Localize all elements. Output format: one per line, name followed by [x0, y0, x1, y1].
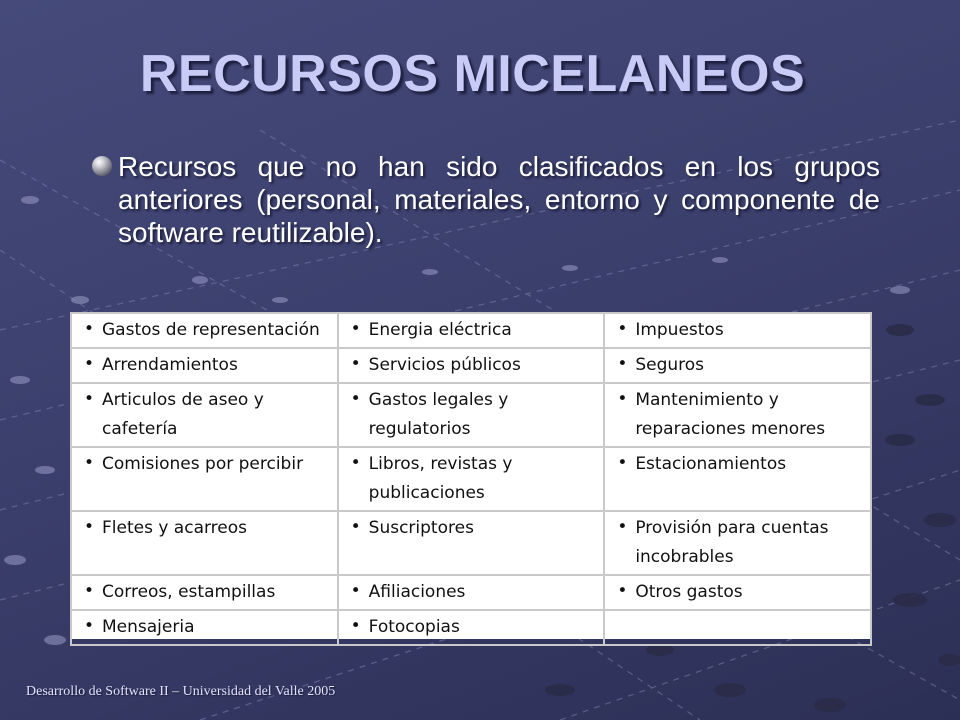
table-row	[71, 313, 871, 348]
table-cell	[338, 383, 605, 447]
bullet-text: Recursos que no han sido clasificados en los grupos anteriores (personal, materiales, entorno y componente de software reutilizable).	[118, 151, 880, 248]
cell-text: Servicios públicos	[368, 355, 521, 375]
cell-text: Energia eléctrica	[368, 320, 512, 340]
table-cell	[604, 575, 871, 610]
list-bullet-icon: •	[84, 581, 95, 601]
table-row	[71, 383, 871, 447]
list-bullet-icon: •	[350, 354, 361, 374]
table-cell	[604, 313, 871, 348]
slide-title: RECURSOS MICELANEOS	[139, 45, 806, 103]
list-bullet-icon: •	[617, 389, 628, 409]
cell-text: Gastos de representación	[102, 320, 320, 340]
list-bullet-icon: •	[350, 517, 361, 537]
table-cell	[338, 348, 605, 383]
table-cell	[604, 511, 871, 575]
cell-text: Afiliaciones	[368, 582, 466, 602]
cell-text: Libros, revistas y publicaciones	[368, 454, 513, 503]
table-cell	[71, 313, 338, 348]
table-cell	[71, 511, 338, 575]
list-bullet-icon: •	[617, 319, 628, 339]
list-bullet-icon: •	[617, 453, 628, 473]
table-row	[71, 575, 871, 610]
table-cell	[604, 447, 871, 511]
sphere-bullet-icon	[92, 156, 112, 176]
slide-footer: Desarrollo de Software II – Universidad del Valle 2005	[26, 684, 336, 699]
table-cell	[71, 383, 338, 447]
list-bullet-icon: •	[350, 319, 361, 339]
cell-text: Fotocopias	[368, 617, 460, 637]
table-cell	[71, 348, 338, 383]
table-cell	[338, 610, 605, 645]
list-bullet-icon: •	[84, 319, 95, 339]
cell-text: Estacionamientos	[635, 454, 787, 474]
table-cell	[71, 447, 338, 511]
cell-text: Seguros	[635, 355, 705, 375]
list-bullet-icon: •	[84, 453, 95, 473]
table-cell	[604, 348, 871, 383]
cell-text: Otros gastos	[635, 582, 743, 602]
list-bullet-icon: •	[84, 389, 95, 409]
list-bullet-icon: •	[617, 354, 628, 374]
table-cell	[71, 575, 338, 610]
list-bullet-icon: •	[350, 389, 361, 409]
cell-text: Suscriptores	[368, 518, 474, 538]
table-row	[71, 610, 871, 645]
table-cell	[604, 610, 871, 645]
cell-text: Correos, estampillas	[102, 582, 276, 602]
table-cell	[338, 313, 605, 348]
cell-text: Impuestos	[635, 320, 724, 340]
table-cell	[338, 447, 605, 511]
cell-text: Comisiones por percibir	[102, 454, 304, 474]
list-bullet-icon: •	[84, 616, 95, 636]
list-bullet-icon: •	[350, 453, 361, 473]
list-bullet-icon: •	[617, 517, 628, 537]
list-bullet-icon: •	[84, 517, 95, 537]
table-cell	[338, 511, 605, 575]
cell-text: Fletes y acarreos	[102, 518, 248, 538]
cell-text: Provisión para cuentas incobrables	[635, 518, 829, 567]
cell-text: Mensajeria	[102, 617, 195, 637]
cell-text: Articulos de aseo y cafetería	[102, 390, 264, 439]
cell-text: Gastos legales y regulatorios	[368, 390, 509, 439]
list-bullet-icon: •	[84, 354, 95, 374]
list-bullet-icon: •	[350, 616, 361, 636]
resources-table	[70, 312, 872, 639]
table-cell	[338, 575, 605, 610]
cell-text: Mantenimiento y reparaciones menores	[635, 390, 826, 439]
table-row	[71, 348, 871, 383]
table-row	[71, 511, 871, 575]
table-cell	[71, 610, 338, 645]
table-cell	[604, 383, 871, 447]
bullet-item	[92, 150, 880, 249]
list-bullet-icon: •	[617, 581, 628, 601]
list-bullet-icon: •	[350, 581, 361, 601]
cell-text: Arrendamientos	[102, 355, 238, 375]
table-row	[71, 447, 871, 511]
